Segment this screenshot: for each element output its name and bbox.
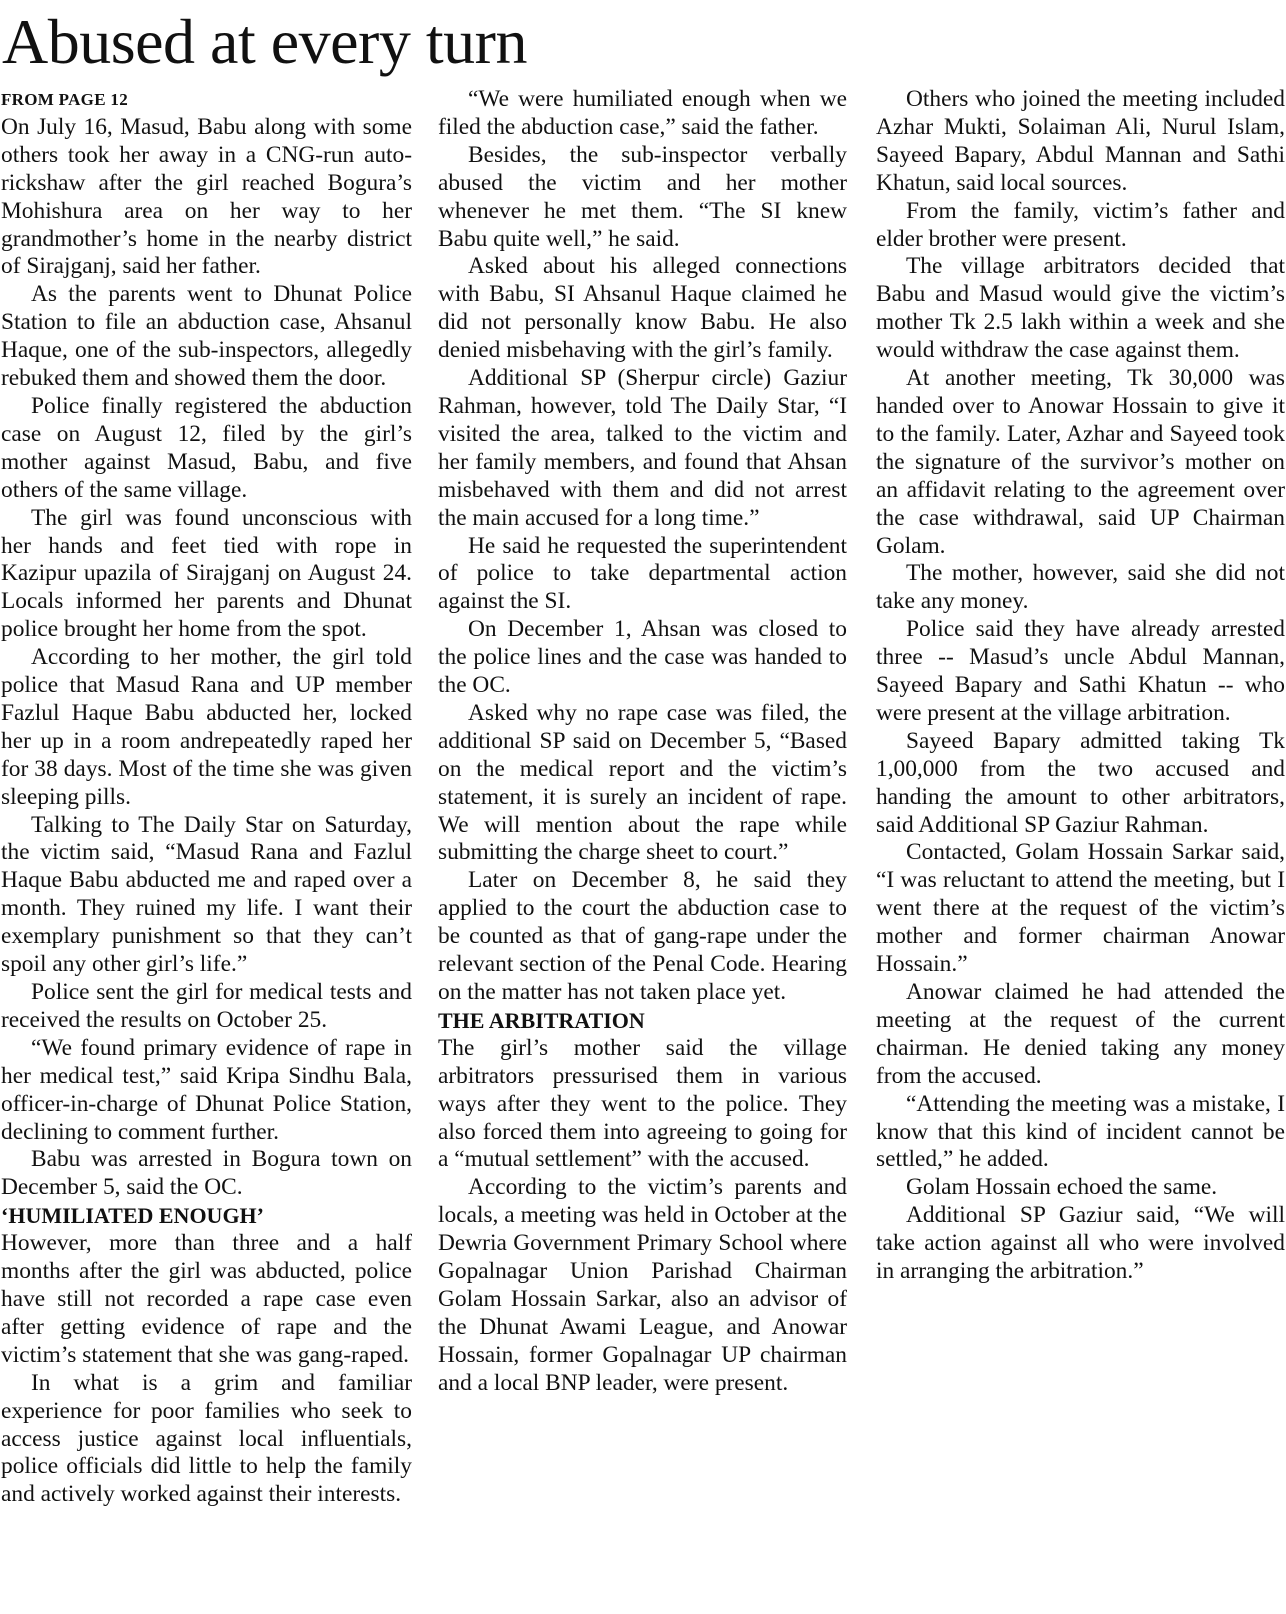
paragraph: In what is a grim and familiar experience for poor families who seek to access justice against local influentials, police officials did little to help the family and actively worked against their interests. [1,1369,412,1508]
paragraph: Anowar claimed he had attended the meeting at the request of the current chairman. He denied taking any money from the accused. [876,979,1285,1089]
paragraph: The village arbitrators decided that Babu and Masud would give the victim’s mother Tk 2.5 lakh within a week and she would withdraw the case against them. [876,253,1285,364]
paragraph: Police said they have already arrested three -- Masud’s uncle Abdul Mannan, Sayeed Bapary and Sathi Khatun -- who were present at the village arbitration. [876,616,1285,726]
subhead-arbitration: THE ARBITRATION [438,1007,645,1033]
paragraph: On December 1, Ahsan was closed to the police lines and the case was handed to the OC. [438,616,847,699]
paragraph: Police finally registered the abduction case on August 12, filed by the girl’s mother against Masud, Babu, and five others of the same village. [1,392,412,503]
paragraph: Babu was arrested in Bogura town on December 5, said the OC. [1,1146,412,1201]
paragraph: “We found primary evidence of rape in her medical test,” said Kripa Sindhu Bala, officer-in-charge of Dhunat Police Station, declining to comment further. [1,1034,412,1145]
paragraph: Asked why no rape case was filed, the additional SP said on December 5, “Based on the medical report and the victim’s statement, it is surely an incident of rape. We will mention about the rape while submitting the charge sheet to court.” [438,699,847,866]
paragraph: He said he requested the superintendent of police to take departmental action against the SI. [438,532,847,615]
headline: Abused at every turn [2,6,527,77]
paragraph: Talking to The Daily Star on Saturday, the victim said, “Masud Rana and Fazlul Haque Babu abducted me and raped over a month. They ruined my life. I want their exemplary punishment so that they can’t spoil any other girl’s life.” [1,811,412,978]
paragraph: Sayeed Bapary admitted taking Tk 1,00,000 from the two accused and handing the amount to other arbitrators, said Additional SP Gaziur Rahman. [876,727,1285,838]
paragraph: On July 16, Masud, Babu along with some others took her away in a CNG-run auto-rickshaw after the girl reached Bogura’s Mohishura area on her way to her grandmother’s home in the nearby district of Sirajganj, said her father. [1,113,412,280]
paragraph: According to the victim’s parents and locals, a meeting was held in October at the Dewria Government Primary School where Gopalnagar Union Parishad Chairman Golam Hossain Sarkar, also an advisor of the Dhunat Awami League, and Anowar Hossain, former Gopalnagar UP chairman and a local BNP leader, were present. [438,1174,847,1396]
paragraph: Additional SP (Sherpur circle) Gaziur Rahman, however, told The Daily Star, “I visited the area, talked to the victim and her family members, and found that Ahsan misbehaved with them and did not arrest the main accused for a long time.” [438,365,847,531]
paragraph: Besides, the sub-inspector verbally abused the victim and her mother whenever he met them. “The SI knew Babu quite well,” he said. [438,141,847,252]
paragraph: According to her mother, the girl told police that Masud Rana and UP member Fazlul Haque Babu abducted her, locked her up in a room andrepeatedly raped her for 38 days. Most of the time she was given sleeping pills. [1,644,412,810]
paragraph: “We were humiliated enough when we filed the abduction case,” said the father. [438,86,847,140]
column-1 [1,86,412,1612]
paragraph: Later on December 8, he said they applied to the court the abduction case to be counted as that of gang-rape under the relevant section of the Penal Code. Hearing on the matter has not taken place yet. [438,867,847,1005]
paragraph: As the parents went to Dhunat Police Station to file an abduction case, Ahsanul Haque, one of the sub-inspectors, allegedly rebuked them and showed them the door. [1,281,412,392]
paragraph: At another meeting, Tk 30,000 was handed over to Anowar Hossain to give it to the family. Later, Azhar and Sayeed took the signature of the survivor’s mother on an affidavit relating to the agreement over the case withdrawal, said UP Chairman Golam. [876,365,1285,559]
paragraph: Contacted, Golam Hossain Sarkar said, “I was reluctant to attend the meeting, but I went there at the request of the victim’s mother and former chairman Anowar Hossain.” [876,839,1285,978]
paragraph: Additional SP Gaziur said, “We will take action against all who were involved in arranging the arbitration.” [876,1202,1285,1285]
column-3 [876,86,1285,1612]
paragraph: Asked about his alleged connections with Babu, SI Ahsanul Haque claimed he did not personally know Babu. He also denied misbehaving with the girl’s family. [438,253,847,364]
paragraph: The girl was found unconscious with her hands and feet tied with rope in Kazipur upazila of Sirajganj on August 24. Locals informed her parents and Dhunat police brought her home from the spot. [1,504,412,643]
paragraph: From the family, victim’s father and elder brother were present. [876,197,1285,252]
column-2 [438,86,847,1612]
paragraph: Police sent the girl for medical tests and received the results on October 25. [1,979,412,1033]
paragraph: However, more than three and a half months after the girl was abducted, police have still not recorded a rape case even after getting evidence of rape and the victim’s statement that she was gang-raped. [1,1230,412,1368]
paragraph: Others who joined the meeting included Azhar Mukti, Solaiman Ali, Nurul Islam, Sayeed Bapary, Abdul Mannan and Sathi Khatun, said local sources. [876,86,1285,196]
paragraph: Golam Hossain echoed the same. [906,1174,1218,1201]
paragraph: The mother, however, said she did not take any money. [876,560,1285,615]
paragraph: “Attending the meeting was a mistake, I know that this kind of incident cannot be settled,” he added. [876,1090,1285,1173]
jump-line: FROM PAGE 12 [1,90,128,109]
paragraph: The girl’s mother said the village arbitrators pressurised them in various ways after they went to the police. They also forced them into agreeing to going for a “mutual settlement” with the accused. [438,1034,847,1173]
subhead-humiliated: ‘HUMILIATED ENOUGH’ [1,1203,264,1229]
